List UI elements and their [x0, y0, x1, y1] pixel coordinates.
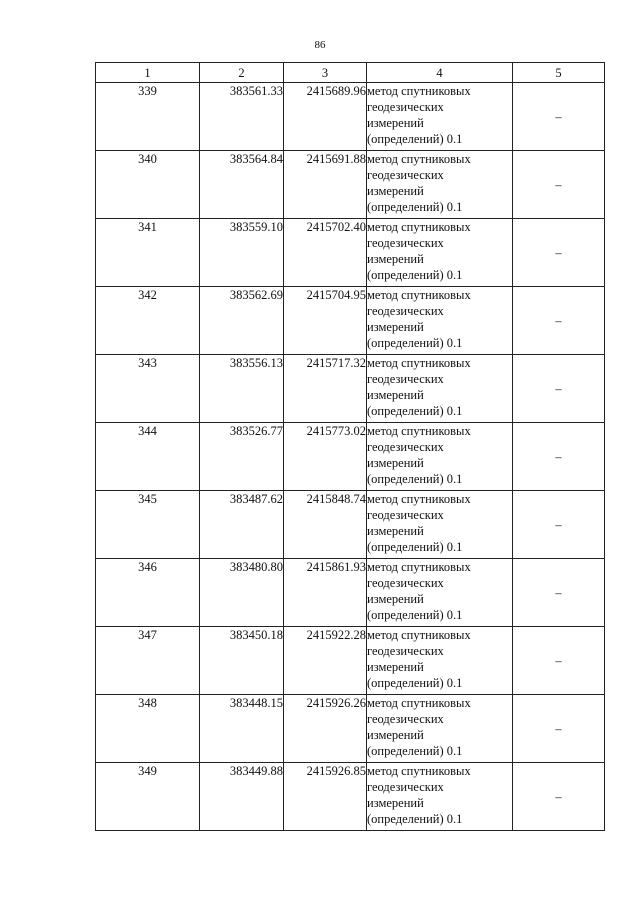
method-text: метод спутниковых геодезических измерений (определений) 0.1 — [367, 560, 471, 622]
column-header: 5 — [513, 63, 605, 83]
description-cell — [513, 627, 605, 695]
x-coordinate-cell: 383526.77 — [200, 423, 284, 491]
point-number-cell: 341 — [96, 219, 200, 287]
point-number-cell: 340 — [96, 151, 200, 219]
x-coordinate-cell: 383562.69 — [200, 287, 284, 355]
point-number-cell: 348 — [96, 695, 200, 763]
y-coordinate-cell: 2415717.32 — [284, 355, 367, 423]
table-row — [96, 559, 605, 627]
column-header: 1 — [96, 63, 200, 83]
x-coordinate-cell: 383559.10 — [200, 219, 284, 287]
table-row — [96, 627, 605, 695]
method-cell — [367, 83, 513, 151]
description-cell — [513, 763, 605, 831]
method-text: метод спутниковых геодезических измерений (определений) 0.1 — [367, 628, 471, 690]
description-text: – — [555, 177, 562, 192]
column-header: 2 — [200, 63, 284, 83]
x-coordinate-cell: 383449.88 — [200, 763, 284, 831]
description-cell — [513, 491, 605, 559]
table-row — [96, 287, 605, 355]
method-text: метод спутниковых геодезических измерений (определений) 0.1 — [367, 696, 471, 758]
method-text: метод спутниковых геодезических измерений (определений) 0.1 — [367, 764, 471, 826]
y-coordinate-cell: 2415691.88 — [284, 151, 367, 219]
x-coordinate-cell: 383561.33 — [200, 83, 284, 151]
description-cell — [513, 151, 605, 219]
description-text: – — [555, 109, 562, 124]
description-text: – — [555, 585, 562, 600]
column-header: 3 — [284, 63, 367, 83]
description-text: – — [555, 381, 562, 396]
method-cell — [367, 491, 513, 559]
description-text: – — [555, 721, 562, 736]
method-cell — [367, 627, 513, 695]
y-coordinate-cell: 2415773.02 — [284, 423, 367, 491]
description-cell — [513, 423, 605, 491]
description-cell — [513, 219, 605, 287]
point-number-cell: 339 — [96, 83, 200, 151]
description-cell — [513, 559, 605, 627]
method-cell — [367, 151, 513, 219]
y-coordinate-cell: 2415702.40 — [284, 219, 367, 287]
method-cell — [367, 763, 513, 831]
description-text: – — [555, 449, 562, 464]
description-cell — [513, 83, 605, 151]
point-number-cell: 342 — [96, 287, 200, 355]
x-coordinate-cell: 383556.13 — [200, 355, 284, 423]
table-row — [96, 695, 605, 763]
method-cell — [367, 287, 513, 355]
x-coordinate-cell: 383564.84 — [200, 151, 284, 219]
y-coordinate-cell: 2415861.93 — [284, 559, 367, 627]
method-cell — [367, 559, 513, 627]
description-text: – — [555, 313, 562, 328]
table-row — [96, 355, 605, 423]
description-text: – — [555, 653, 562, 668]
method-text: метод спутниковых геодезических измерений (определений) 0.1 — [367, 84, 471, 146]
method-cell — [367, 695, 513, 763]
description-cell — [513, 695, 605, 763]
method-cell — [367, 423, 513, 491]
x-coordinate-cell: 383448.15 — [200, 695, 284, 763]
point-number-cell: 346 — [96, 559, 200, 627]
table-row — [96, 83, 605, 151]
x-coordinate-cell: 383487.62 — [200, 491, 284, 559]
method-text: метод спутниковых геодезических измерений (определений) 0.1 — [367, 492, 471, 554]
point-number-cell: 343 — [96, 355, 200, 423]
description-text: – — [555, 245, 562, 260]
method-cell — [367, 219, 513, 287]
method-text: метод спутниковых геодезических измерений (определений) 0.1 — [367, 152, 471, 214]
coordinates-table — [95, 62, 605, 831]
x-coordinate-cell: 383480.80 — [200, 559, 284, 627]
method-text: метод спутниковых геодезических измерений (определений) 0.1 — [367, 288, 471, 350]
y-coordinate-cell: 2415704.95 — [284, 287, 367, 355]
y-coordinate-cell: 2415922.28 — [284, 627, 367, 695]
x-coordinate-cell: 383450.18 — [200, 627, 284, 695]
table-row — [96, 151, 605, 219]
description-text: – — [555, 517, 562, 532]
y-coordinate-cell: 2415926.26 — [284, 695, 367, 763]
table-header-row — [96, 63, 605, 83]
column-header: 4 — [367, 63, 513, 83]
method-text: метод спутниковых геодезических измерений (определений) 0.1 — [367, 356, 471, 418]
page-number: 86 — [314, 39, 326, 51]
description-cell — [513, 287, 605, 355]
y-coordinate-cell: 2415926.85 — [284, 763, 367, 831]
description-text: – — [555, 789, 562, 804]
point-number-cell: 347 — [96, 627, 200, 695]
method-text: метод спутниковых геодезических измерений (определений) 0.1 — [367, 220, 471, 282]
method-text: метод спутниковых геодезических измерений (определений) 0.1 — [367, 424, 471, 486]
coordinates-table-body — [96, 63, 605, 831]
y-coordinate-cell: 2415848.74 — [284, 491, 367, 559]
table-row — [96, 423, 605, 491]
y-coordinate-cell: 2415689.96 — [284, 83, 367, 151]
method-cell — [367, 355, 513, 423]
point-number-cell: 344 — [96, 423, 200, 491]
point-number-cell: 345 — [96, 491, 200, 559]
point-number-cell: 349 — [96, 763, 200, 831]
table-row — [96, 763, 605, 831]
table-row — [96, 491, 605, 559]
description-cell — [513, 355, 605, 423]
table-row — [96, 219, 605, 287]
